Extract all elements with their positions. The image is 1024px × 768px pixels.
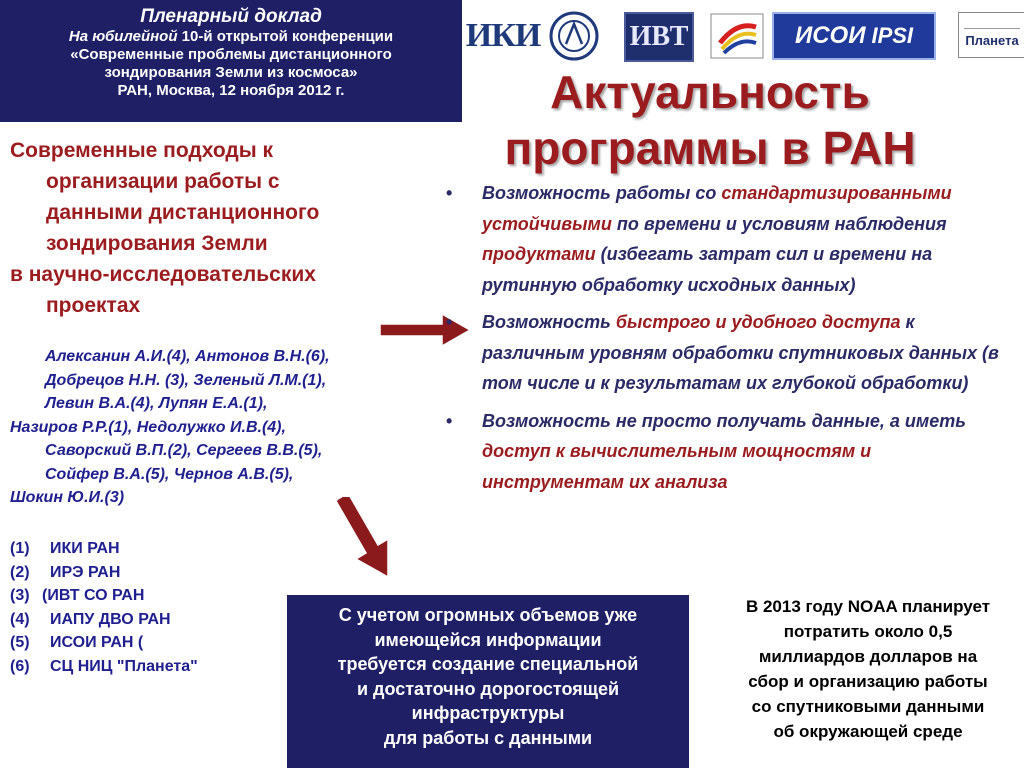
institute-number: (2) <box>10 563 30 581</box>
conclusion-box <box>287 595 689 768</box>
down-right-arrow-icon <box>330 497 394 581</box>
institute-name: ИАПУ ДВО РАН <box>50 610 171 628</box>
slide-title-line-2: программы в РАН <box>504 122 916 174</box>
bullet-text: по времени и условиям наблюдения <box>611 213 947 234</box>
bullet-highlight: доступ к вычислительным мощностям и инструментам их анализа <box>482 441 872 492</box>
author-line: Алексанин А.И.(4), Антонов В.Н.(6), <box>45 348 330 365</box>
author-line: Добрецов Н.Н. (3), Зеленый Л.М.(1), <box>45 371 327 389</box>
conclusion-line: и достаточно дорогостоящей <box>356 678 620 699</box>
institute-number: (6) <box>10 657 30 675</box>
author-line: Назиров Р.Р.(1), Недолужко И.В.(4), <box>10 418 286 436</box>
institute-name: (ИВТ СО РАН <box>42 587 145 604</box>
planeta-logo <box>958 12 1024 58</box>
header-line-4: РАН, Москва, 12 ноября 2012 г. <box>117 82 345 99</box>
report-topic <box>10 135 453 321</box>
conference-header <box>0 0 464 122</box>
noaa-line: миллиардов долларов на <box>758 647 978 666</box>
institute-name: СЦ НИЦ "Планета" <box>50 657 198 675</box>
ivt-logo <box>624 12 694 62</box>
author-line: Сойфер В.А.(5), Чернов А.В.(5), <box>45 465 294 483</box>
isoi-ipsi-logo <box>772 12 936 60</box>
iapu-logo <box>708 12 766 60</box>
institute-name: ИКИ РАН <box>50 540 120 557</box>
institute-name: ИСОИ РАН ( <box>50 634 144 651</box>
iki-logo <box>465 12 541 60</box>
header-line-1-rest: 10-й открытой конференции <box>177 28 394 45</box>
bullet-dot-icon: • <box>446 410 453 431</box>
header-line-3: зондирования Земли из космоса» <box>104 64 358 81</box>
institute-number: (5) <box>10 634 30 651</box>
topic-line-5: в научно-исследовательских <box>10 263 316 286</box>
topic-line-1: Современные подходы к <box>10 139 274 162</box>
noaa-line: потратить около 0,5 <box>783 622 953 641</box>
author-list <box>10 345 453 510</box>
topic-line-6: проектах <box>46 294 141 317</box>
topic-line-4: зондирования Земли <box>46 232 268 255</box>
ipsi-logo-text: IPSI <box>871 23 914 48</box>
list-item <box>446 178 1018 300</box>
bullet-text: к различным уровням обработки спутниковых данных (в том числе и к результатам их глубокой обработки) <box>482 312 999 393</box>
bullet-text: Возможность работы со <box>482 183 722 203</box>
isoi-logo-text: ИСОИ <box>794 22 866 49</box>
logo-strip <box>465 8 1024 68</box>
noaa-line: сбор и организацию работы <box>748 672 988 691</box>
list-item <box>446 307 1018 399</box>
bullet-highlight: быстрого и удобного доступа <box>615 312 901 332</box>
ivt-logo-text: ИВТ <box>629 21 689 52</box>
conclusion-line: имеющейся информации <box>374 629 602 650</box>
conclusion-line: требуется создание специальной <box>337 654 639 674</box>
slide-title <box>470 64 950 176</box>
institute-number: (4) <box>10 610 30 628</box>
bullet-dot-icon: • <box>446 312 453 332</box>
slide-title-line-1: Актуальность <box>550 66 870 118</box>
bullet-text: (избегать затрат сил и времени на рутинную обработку исходных данных) <box>482 244 933 295</box>
institute-number: (3) <box>10 587 30 604</box>
header-line-2: «Современные проблемы дистанционного <box>70 46 392 63</box>
ire-logo <box>546 12 602 60</box>
bullet-highlight: продуктами <box>482 244 596 264</box>
noaa-line: об окружающей среде <box>773 722 963 741</box>
ire-emblem-icon <box>548 10 600 62</box>
bullet-dot-icon: • <box>446 183 453 203</box>
conclusion-line: С учетом огромных объемов уже <box>338 605 638 625</box>
header-title: Пленарный доклад <box>140 6 322 27</box>
institute-number: (1) <box>10 540 30 557</box>
author-line: Саворский В.П.(2), Сергеев В.В.(5), <box>45 442 323 459</box>
noaa-line: со спутниковыми данными <box>751 697 985 716</box>
list-item <box>446 406 1018 498</box>
topic-line-3: данными дистанционного <box>46 201 320 224</box>
bullet-text: Возможность <box>482 312 616 332</box>
conclusion-line: для работы с данными <box>383 727 593 748</box>
bullet-text: Возможность не просто получать данные, а иметь <box>482 410 966 431</box>
planeta-logo-text: Планета <box>965 33 1019 48</box>
globe-stripes-icon <box>710 13 764 59</box>
topic-line-2: организации работы с <box>46 170 280 193</box>
noaa-line: В 2013 году NOAA планирует <box>745 597 991 616</box>
planeta-logo-rule <box>964 22 1020 29</box>
institute-name: ИРЭ РАН <box>50 563 121 581</box>
noaa-note <box>716 594 1020 744</box>
author-line: Левин В.А.(4), Лупян Е.А.(1), <box>45 395 268 412</box>
author-line: Шокин Ю.И.(3) <box>10 489 125 506</box>
iki-logo-text: ИКИ <box>465 17 541 54</box>
bullet-highlight: стандартизированными устойчивыми <box>482 183 952 234</box>
bullet-list <box>446 178 1018 504</box>
header-line-1 <box>0 28 462 46</box>
conclusion-line: инфраструктуры <box>411 703 565 723</box>
header-line-1-italic: На юбилейной <box>68 28 178 45</box>
